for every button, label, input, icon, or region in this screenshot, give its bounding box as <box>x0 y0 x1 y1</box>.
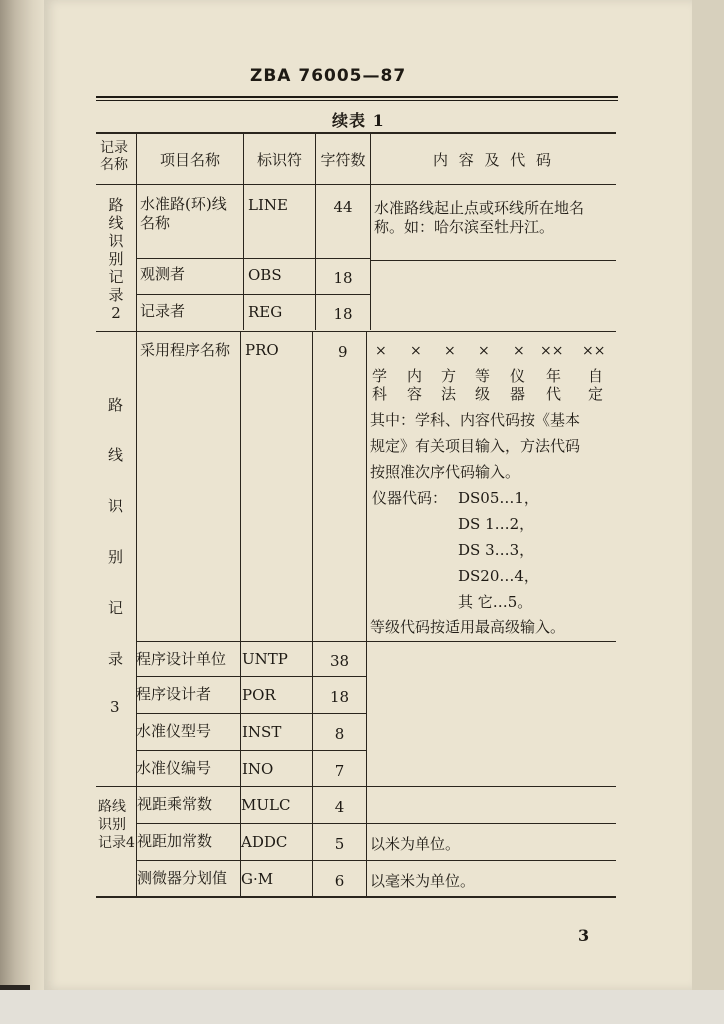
code-label: 仪 <box>510 367 526 385</box>
char-count: 5 <box>334 835 345 853</box>
code-label: 年 <box>546 367 562 385</box>
item-name: 水准仪型号 <box>136 722 212 740</box>
row-line <box>136 750 366 751</box>
group-label-char: 线 <box>108 446 124 464</box>
char-count: 44 <box>333 198 353 216</box>
instrument-code-label: 仪器代码： <box>372 489 448 507</box>
header-char-count: 字符数 <box>320 151 366 169</box>
group-label-char: 记 <box>108 599 124 617</box>
instrument-code: 其 它…5。 <box>458 593 533 611</box>
char-count: 8 <box>334 725 345 743</box>
row-line <box>136 823 616 824</box>
code-symbol: × <box>410 343 422 359</box>
code-label: 定 <box>588 385 604 403</box>
instrument-code: DS 3…3， <box>458 541 535 559</box>
code-label: 代 <box>546 385 562 403</box>
code-symbol: × <box>375 343 387 359</box>
identifier: INST <box>242 723 282 741</box>
identifier: LINE <box>248 196 288 214</box>
char-count: 6 <box>334 872 345 890</box>
item-name: 视距乘常数 <box>137 795 213 813</box>
col-line <box>366 331 367 897</box>
char-count: 18 <box>329 688 350 706</box>
code-label: 学 <box>372 367 388 385</box>
header-content: 内 容 及 代 码 <box>432 151 555 169</box>
table-border-top <box>96 132 616 134</box>
item-name: 水准路(环)线 <box>140 195 227 213</box>
header-item-name: 项目名称 <box>159 151 220 169</box>
identifier: ADDC <box>241 833 288 851</box>
char-count: 18 <box>333 269 353 287</box>
row-line <box>136 713 366 714</box>
char-count: 7 <box>334 762 345 780</box>
item-name: 水准仪编号 <box>136 759 212 777</box>
row-line <box>136 258 370 259</box>
identifier: PRO <box>245 341 279 359</box>
header-record-name: 记录名称 <box>100 140 128 173</box>
group-label-record-4: 路线识别记录4 <box>98 799 135 851</box>
char-count: 9 <box>338 343 348 361</box>
code-label: 科 <box>372 385 388 403</box>
content: 以米为单位。 <box>370 835 461 853</box>
group-label-char: 别 <box>108 548 124 566</box>
instrument-code: DS 1…2， <box>458 515 535 533</box>
scan-background <box>0 990 724 1024</box>
row-line <box>136 860 616 861</box>
item-name: 测微器分划值 <box>137 869 228 887</box>
note: 按照准次序代码输入。 <box>370 463 521 481</box>
char-count: 18 <box>333 305 353 323</box>
group-label-char: 识 <box>108 497 124 515</box>
page-number: 3 <box>578 926 590 945</box>
code-label: 方 <box>441 367 457 385</box>
book-spine <box>0 0 44 1024</box>
item-name-cont: 名称 <box>140 214 171 232</box>
code-label: 器 <box>510 385 526 403</box>
code-symbol: × <box>444 343 456 359</box>
header-identifier: 标识符 <box>256 151 302 169</box>
header-bottom-line <box>96 184 616 185</box>
code-symbol: × <box>478 343 490 359</box>
item-name: 记录者 <box>140 302 186 320</box>
identifier: UNTP <box>242 650 288 668</box>
content-cont: 称。如：哈尔滨至牡丹江。 <box>374 218 555 236</box>
group-label-char: 录 <box>108 650 124 668</box>
item-name: 程序设计者 <box>136 685 212 703</box>
code-symbol: ×× <box>540 343 564 359</box>
col-line <box>136 132 137 897</box>
instrument-code: DS20…4， <box>458 567 539 585</box>
item-name: 程序设计单位 <box>136 650 227 668</box>
identifier: POR <box>242 686 276 704</box>
group-line <box>96 786 616 787</box>
char-count: 4 <box>334 798 345 816</box>
item-name: 采用程序名称 <box>140 341 231 359</box>
note: 其中：学科、内容代码按《基本 <box>370 411 581 429</box>
identifier: REG <box>248 303 283 321</box>
group-label-record-2: 路线识别记录2 <box>108 196 124 322</box>
item-name: 观测者 <box>140 265 186 283</box>
grade-note: 等级代码按适用最高级输入。 <box>370 618 566 636</box>
header-rule <box>96 96 618 98</box>
table-border-bottom <box>96 896 616 898</box>
group-line <box>96 331 616 332</box>
doc-code: ZBA 76005—87 <box>250 66 407 86</box>
code-symbol: × <box>513 343 525 359</box>
header-rule-thin <box>96 100 618 101</box>
note: 规定》有关项目输入，方法代码 <box>370 437 581 455</box>
char-count: 38 <box>329 652 350 670</box>
identifier: MULC <box>241 796 291 814</box>
row-line <box>370 260 616 261</box>
identifier: G·M <box>241 870 274 888</box>
group-label-char: 路 <box>108 396 124 414</box>
row-line <box>136 641 616 642</box>
page-margin <box>692 0 724 1024</box>
code-label: 内 <box>407 367 423 385</box>
code-label: 容 <box>407 385 423 403</box>
identifier: INO <box>242 760 274 778</box>
item-name: 视距加常数 <box>137 832 213 850</box>
table-caption: 续表 1 <box>332 111 385 130</box>
instrument-code: DS05…1， <box>458 489 539 507</box>
content: 以毫米为单位。 <box>370 872 476 890</box>
code-label: 等 <box>475 367 491 385</box>
code-symbol: ×× <box>582 343 606 359</box>
identifier: OBS <box>248 266 282 284</box>
content: 水准路线起止点或环线所在地名 <box>374 199 585 217</box>
row-line <box>136 294 370 295</box>
group-label-char: 3 <box>110 698 120 716</box>
code-label: 法 <box>441 385 457 403</box>
code-label: 级 <box>475 385 491 403</box>
code-label: 自 <box>588 367 604 385</box>
row-line <box>136 676 366 677</box>
